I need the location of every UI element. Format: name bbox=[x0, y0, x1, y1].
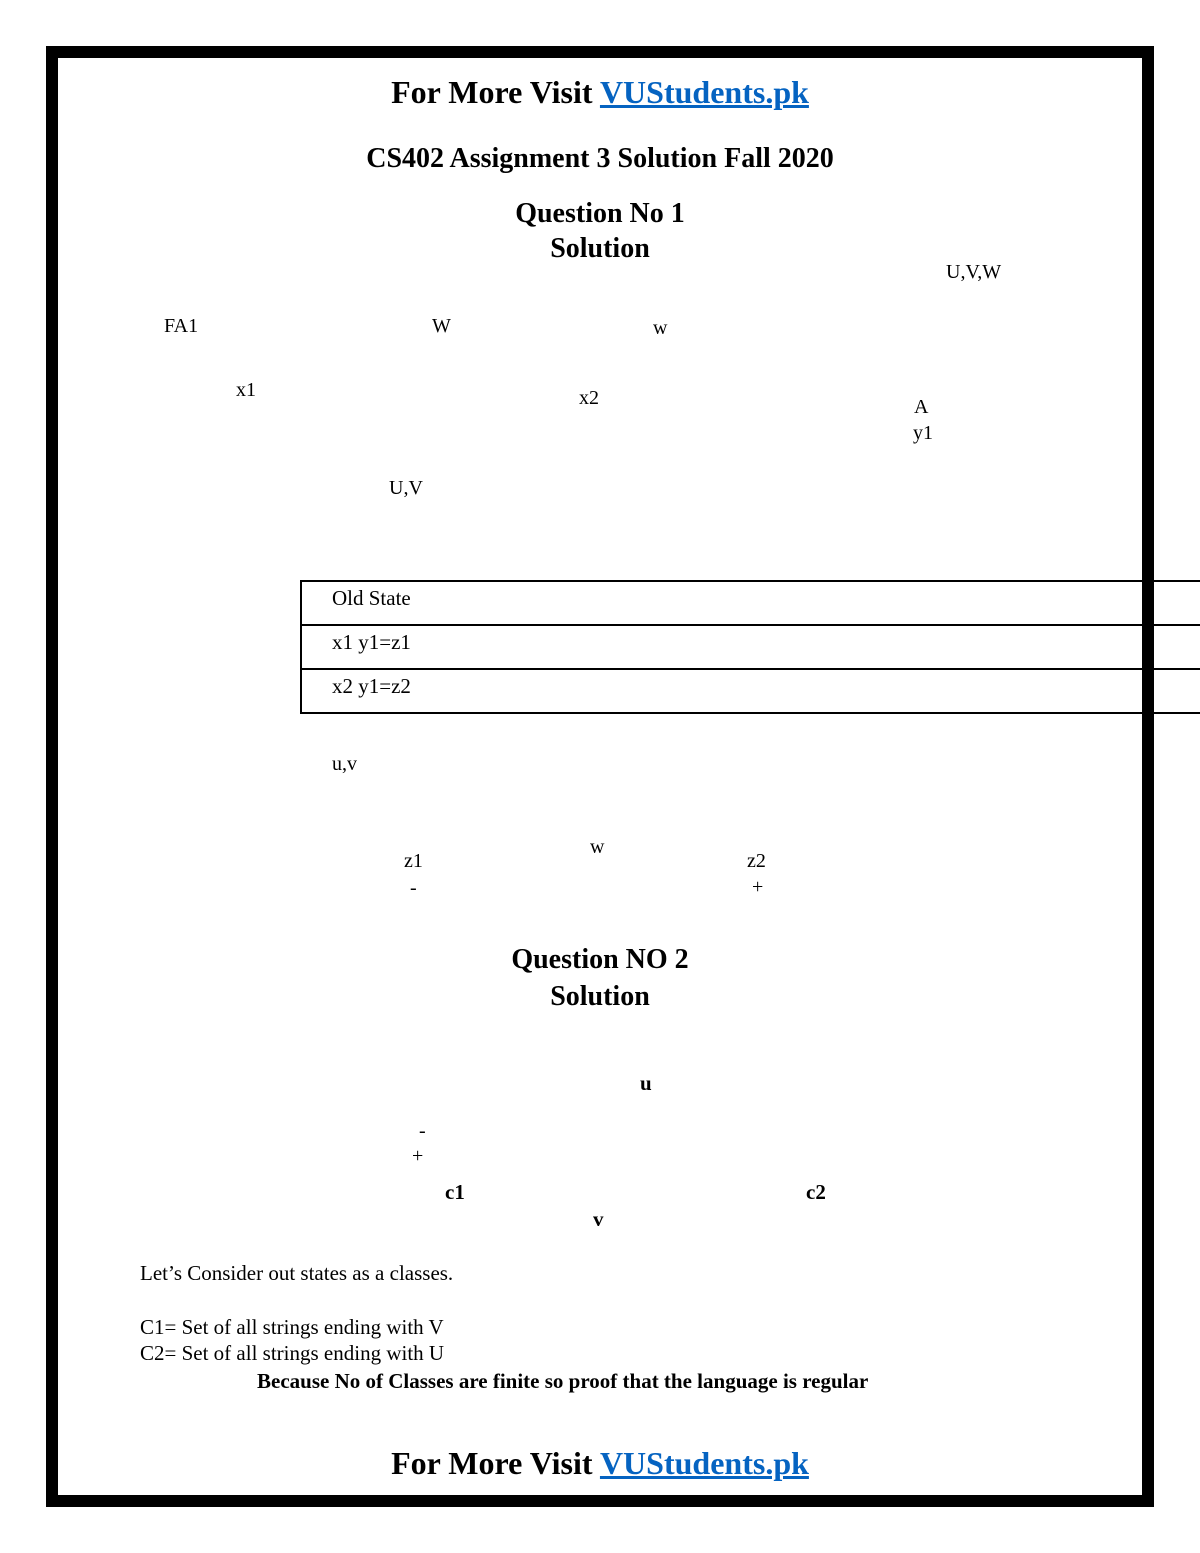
diagram1-state-x2: x2 bbox=[579, 387, 599, 409]
footer-visit-prefix: For More Visit bbox=[391, 1445, 593, 1481]
c1-definition: C1= Set of all strings ending with V bbox=[140, 1315, 444, 1339]
consider-text: Let’s Consider out states as a classes. bbox=[140, 1261, 454, 1285]
diagram3-label-minus: - bbox=[419, 1120, 426, 1142]
header-visit-line bbox=[0, 76, 1200, 108]
diagram1-label-uv: U,V bbox=[389, 477, 423, 499]
diagram3-label-v: v bbox=[593, 1207, 604, 1231]
table-row bbox=[301, 625, 1200, 669]
diagram3-label-u: u bbox=[640, 1071, 652, 1095]
diagram1-label-w: w bbox=[653, 317, 668, 339]
transition-table-container bbox=[300, 580, 1200, 724]
footer-visit-link[interactable]: VUStudents.pk bbox=[599, 1445, 809, 1481]
diagram1-label-uvw: U,V,W bbox=[946, 261, 1002, 283]
question1-subheading: Solution bbox=[550, 233, 650, 264]
diagram1-state-y1: y1 bbox=[913, 422, 933, 444]
question1-heading: Question No 1 bbox=[515, 198, 685, 229]
diagram3-state-c1: c1 bbox=[445, 1180, 465, 1204]
diagram2-state-z1-sign: - bbox=[410, 877, 417, 899]
table-cell: Old State bbox=[301, 581, 1200, 625]
diagram2-state-z2: z2 bbox=[747, 850, 766, 872]
footer-visit-line bbox=[0, 1447, 1200, 1479]
diagram1-label-W: W bbox=[432, 315, 451, 337]
table-cell: x1 y1=z1 bbox=[301, 625, 1200, 669]
table-row bbox=[301, 581, 1200, 625]
table-row bbox=[301, 669, 1200, 713]
diagram3-label-plus: + bbox=[412, 1145, 424, 1167]
transition-table bbox=[300, 580, 1200, 714]
diagram2-label-uv: u,v bbox=[332, 753, 357, 775]
diagram2-label-w: w bbox=[590, 836, 605, 858]
conclusion-text: Because No of Classes are finite so proof that the language is regular bbox=[257, 1369, 869, 1393]
page-title: CS402 Assignment 3 Solution Fall 2020 bbox=[366, 143, 834, 174]
diagram1-label-A: A bbox=[914, 396, 929, 418]
header-visit-prefix: For More Visit bbox=[391, 74, 593, 110]
diagram1-label-fa1: FA1 bbox=[164, 315, 199, 337]
question2-heading: Question NO 2 bbox=[511, 944, 689, 975]
table-cell: x2 y1=z2 bbox=[301, 669, 1200, 713]
question2-subheading: Solution bbox=[550, 981, 650, 1012]
diagram1-state-x1: x1 bbox=[236, 379, 256, 401]
diagram3-state-c2: c2 bbox=[806, 1180, 826, 1204]
header-visit-link[interactable]: VUStudents.pk bbox=[599, 74, 809, 110]
c2-definition: C2= Set of all strings ending with U bbox=[140, 1341, 445, 1365]
diagram2-state-z1: z1 bbox=[404, 850, 423, 872]
diagram2-state-z2-sign: + bbox=[752, 876, 764, 898]
